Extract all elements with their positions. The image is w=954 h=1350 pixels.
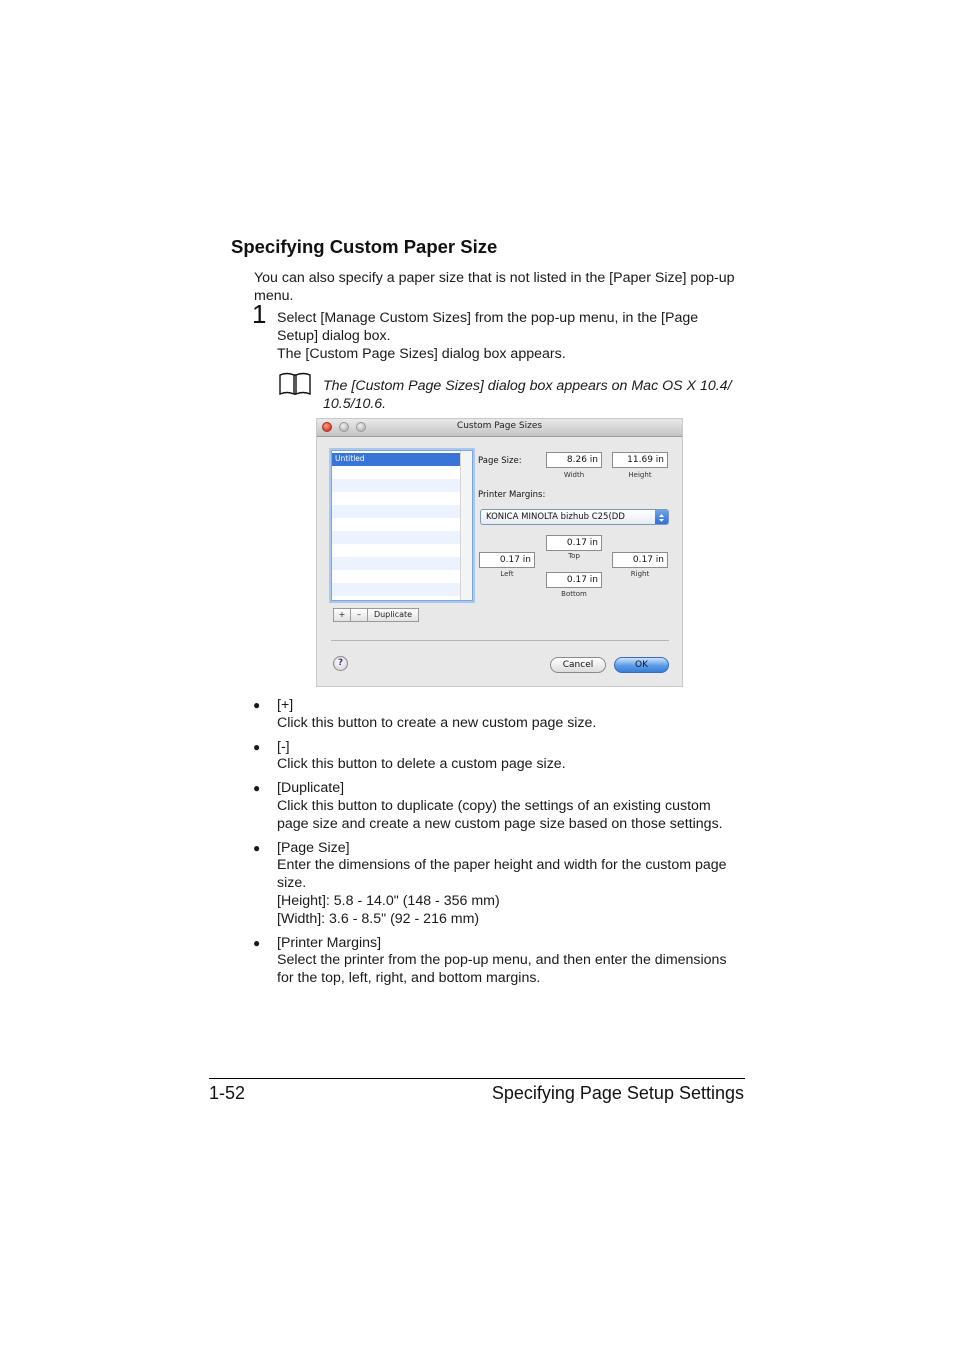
list-item [332,518,460,531]
top-margin-field[interactable]: 0.17 in [546,535,602,551]
note-line: The [Custom Page Sizes] dialog box appears on Mac OS X 10.4/ [323,378,732,394]
bullet-icon: ● [253,781,261,796]
dialog-title: Custom Page Sizes [456,421,543,431]
custom-page-sizes-dialog [316,418,683,687]
height-label: Height [628,471,652,479]
add-button[interactable]: + [334,609,351,621]
list-item [332,479,460,492]
book-icon [278,372,312,396]
bullet-icon: ● [253,698,261,712]
bullet-line: Click this button to create a new custom page size. [277,714,597,731]
intro-line: You can also specify a paper size that is not listed in the [Paper Size] pop-up [254,270,735,286]
dialog-titlebar [317,419,682,437]
list-item[interactable] [332,453,460,466]
bullet-line: Click this button to duplicate (copy) the settings of an existing custom [277,797,711,814]
list-scrollbar[interactable] [460,451,472,600]
bullet-line: page size and create a new custom page size based on those settings. [277,815,723,832]
bullet-icon: ● [253,840,261,855]
note-text [323,378,753,414]
list-item [253,935,753,988]
list-item [332,466,460,479]
left-margin-field[interactable]: 0.17 in [479,552,535,568]
page-size-label: Page Size: [478,456,522,466]
page-number: 1-52 [209,1083,246,1103]
note-line: 10.5/10.6. [323,395,387,412]
bottom-margin-field[interactable]: 0.17 in [546,572,602,588]
list-item [253,739,753,775]
remove-button[interactable]: – [351,609,368,621]
duplicate-button[interactable]: Duplicate [373,610,413,619]
list-item [332,583,460,596]
bullet-line: size. [277,875,307,892]
top-label: Top [568,552,580,560]
list-item [332,492,460,505]
help-button[interactable]: ? [333,656,348,671]
bullet-line: [Width]: 3.6 - 8.5" (92 - 216 mm) [277,910,480,927]
bullet-icon: ● [253,935,261,950]
bullet-line: [Page Size] [277,839,350,856]
printer-selected: KONICA MINOLTA bizhub C25(DD [486,512,625,522]
list-item [253,840,753,929]
left-label: Left [500,570,514,578]
bullet-line: for the top, left, right, and bottom margins. [277,970,541,987]
right-label: Right [630,570,650,578]
bottom-label: Bottom [561,590,587,598]
list-item [332,544,460,557]
width-label: Width [563,471,585,479]
right-margin-field[interactable]: 0.17 in [612,552,668,568]
bullet-icon: ● [253,739,261,754]
bullet-line: [-] [277,738,290,755]
list-item [253,780,753,833]
custom-sizes-list[interactable] [331,450,473,601]
list-item [332,557,460,570]
footer-rule [209,1078,745,1079]
bullet-line: [Duplicate] [277,780,345,797]
bullet-line: [Printer Margins] [277,934,382,951]
width-field[interactable]: 8.26 in [546,452,602,468]
section-heading: Specifying Custom Paper Size [231,236,498,257]
chevron-updown-icon [655,510,668,524]
intro-paragraph [254,270,754,306]
height-field[interactable]: 11.69 in [612,452,668,468]
step-number: 1 [252,299,267,329]
printer-margins-label: Printer Margins: [478,490,546,500]
ok-button[interactable]: OK [614,657,669,673]
intro-line: menu. [254,287,294,304]
bullet-line: Enter the dimensions of the paper height and width for the custom page [277,857,727,874]
list-item-label: Untitled [335,454,365,463]
step-text [277,310,757,363]
bullet-line: Click this button to delete a custom page size. [277,756,566,773]
step-line: Setup] dialog box. [277,327,391,344]
step-line: Select [Manage Custom Sizes] from the pop-up menu, in the [Page [277,310,699,326]
cancel-button[interactable]: Cancel [550,657,606,673]
bullet-line: [Height]: 5.8 - 14.0" (148 - 356 mm) [277,892,500,909]
bullet-line: [+] [277,697,294,713]
list-button-bar [333,608,419,622]
footer-section-title: Specifying Page Setup Settings [491,1083,744,1103]
divider [331,640,669,641]
printer-popup[interactable] [480,509,669,525]
list-item [332,505,460,518]
bullet-line: Select the printer from the pop-up menu, and then enter the dimensions [277,952,727,969]
bullet-list [253,697,753,994]
step-line: The [Custom Page Sizes] dialog box appears. [277,345,566,362]
list-item [332,570,460,583]
list-item [332,531,460,544]
list-item [253,697,753,733]
